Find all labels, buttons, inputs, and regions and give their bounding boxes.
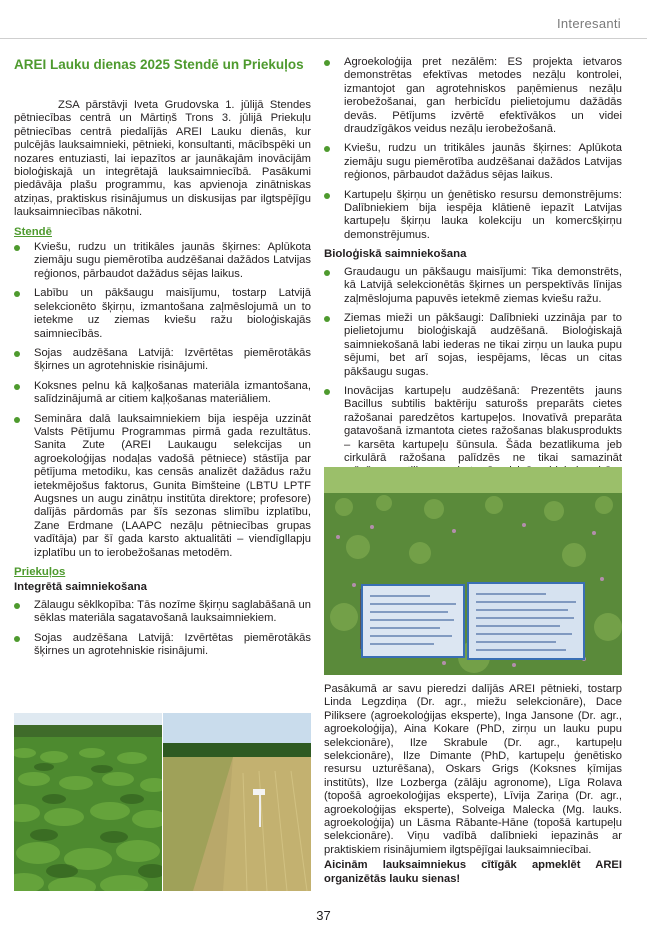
photo-caption <box>324 683 622 888</box>
article-title: AREI Lauku dienas 2025 Stendē un Priekuļos <box>14 57 304 72</box>
list-item: Zālaugu sēklkopība: Tās nozīme šķirņu saglabāšanā un sēklas materiāla sagatavošanā lauksaimniekiem. <box>14 599 311 626</box>
page-number: 37 <box>316 908 331 923</box>
bullet-icon <box>14 384 20 390</box>
closing-call: Aicinām lauksaimniekus cītīgāk apmeklēt AREI organizētās lauku sienas! <box>324 859 622 885</box>
list-item: Kviešu, rudzu un tritikāles jaunās šķirnes: Aplūkota ziemāju sugu piemērotība audzēšanai dažādos Latvijas reģionos, pārbaudot dažādus sējas laikus. <box>14 241 311 281</box>
potato-field-image <box>14 713 162 891</box>
list-item: Semināra dalā lauksaimniekiem bija iespēja uzzināt Valsts Pētījumu Programmas pirmā gada rezultātus. Sanita Zute (AREI Laukaugu selekcijas un agroekoloģijas nodaļas vadošā pētniece) stāstīja par pētījuma metodiku, kas censās analizēt dažādus ražu ietekmējošus faktorus, Gunita Bimšteine (LBTU LPTF Augsnes un augu zinātņu institūta direktore; profesore) dalījās pārdomās par šīs sezonas slimību izplatību, Zane Erdmane (LAAPC nezāļu pētniecības grupas vadītāja) par šī gada karsto aktualitāti – viendīgllapju izplatību un to ierobežošanas metodēm. <box>14 413 311 560</box>
list-item: Labību un pākšaugu maisījumu, tostarp Latvijā selekcionēto šķirņu, izmantošana zaļmēslojumā un to ietekme uz ziemas kviešu ražu bioloģiskajās saimniecībās. <box>14 287 311 341</box>
bullet-icon <box>324 316 330 322</box>
bullet-icon <box>14 245 20 251</box>
priekuli-heading: Priekuļos <box>14 566 66 578</box>
organic-heading: Bioloģiskā saimniekošana <box>324 248 467 261</box>
photo-potato-field <box>14 713 162 891</box>
list-item: Kartupeļu šķirņu un ģenētisko resursu demonstrējums: Dalībniekiem bija iespēja klātienē iepazīt Latvijas kartupeļu šķirņu lauka kolekciju un komercšķirņu demonstrējumus. <box>324 189 622 243</box>
bullet-icon <box>324 146 330 152</box>
list-item: Kviešu, rudzu un tritikāles jaunās šķirnes: Aplūkota ziemāju sugu piemērotība audzēšanai dažādos Latvijas reģionos, pārbaudot dažādus sējas laikus. <box>324 142 622 182</box>
bullet-icon <box>324 270 330 276</box>
list-item: Sojas audzēšana Latvijā: Izvērtētas piemērotākās šķirnes un agrotehniskie risinājumi. <box>14 347 311 374</box>
photo-grain-field <box>163 713 311 891</box>
list-item: Agroekoloģija pret nezālēm: ES projekta ietvaros demonstrētas efektīvas metodes nezāļu kontrolei, izmantojot gan agrotehniskos paņēmienus nezāļu ierobežošanai, gan herbicīdu pielietojumu dažādās devās. Pētījums izvērtē efektīvākos un videi draudzīgākos veidus nezāļu ierobežošanā. <box>324 56 622 136</box>
stende-heading: Stendē <box>14 225 52 238</box>
bullet-icon <box>14 603 20 609</box>
bullet-icon <box>324 389 330 395</box>
list-item: Ziemas mieži un pākšaugi: Dalībnieki uzzināja par to pielietojumu bioloģiskajā audzēšanā. Bioloģiskajā saimniekošanā labi iederas ne tikai zirņu un lauka pupu sējumi, bet arī sojas, iespējams, lēcas un citas pākšaugu sugas. <box>324 312 622 379</box>
photo-field-signs <box>324 467 622 675</box>
list-item: Inovācijas kartupeļu audzēšanā: Prezentēts jauns Bacillus subtilis baktēriju saturošs preparāts cietes ražošanai paredzētos kartupeļos. Inovatīvā preparāta gatavošanā izmantota cietes ražošanas blakusprodukts – karsēta kartupeļu šūnsula. Šāda bezatlikuma jeb cirkulārā ražošana palīdzēs ne tikai samazināt <box>324 385 622 492</box>
list-item: Koksnes pelnu kā kaļķošanas materiāla izmantošana, salīdzinājumā ar citiem kaļķošanas materiāliem. <box>14 380 311 407</box>
list-item: Sojas audzēšana Latvijā: Izvērtētas piemērotākās šķirnes un agrotehniskie risinājumi. <box>14 632 311 659</box>
grain-field-image <box>163 713 311 891</box>
caption-text: Pasākumā ar savu pieredzi dalījās AREI pētnieki, tostarp Linda Legzdiņa (Dr. agr., miežu selekcionāre), Dace Piliksere (agroekoloģijas eksperte), Inga Jansone (Dr. agr., agroekoloģija), Aina Kokare (PhD, zirņu un lauku pupu selekcionāre), Ilze Skrabule (Dr. agr., kartupeļu selekcionāre), Ilze Dimante (PhD, kartupeļu ģenētisko resursu uzturēšana), Oskars Grigs (Koksnes ķīmijas institūts), Ilze Lozberga (zālāju agronome), Līga Rolava (topošā agroekoloģijas eksperte), Līvija Zariņa (Dr. agr., agroekoloģijas eksperte), Solveiga Malecka (Mg. lauks. agroekoloģija) un Lāsma Rābante-Hāne (topošā kartupeļu selekcionāre). Viņu vadībā dalībnieki iepazinās ar praktiskiem risinājumiem ilgtspējīgai lauksaimniecībai. <box>324 683 622 856</box>
bullet-icon <box>14 291 20 297</box>
organic-list <box>324 266 622 493</box>
stende-list <box>14 241 311 560</box>
field-signs-image <box>324 467 622 675</box>
section-tag: Interesanti <box>556 16 621 31</box>
intro-paragraph: ZSA pārstāvji Iveta Grudovska 1. jūlijā Stendes pētniecības centrā un Mārtiņš Trons 3. jūlijā Priekuļu pētniecības centrā piedalījās AREI Lauku dienās, kur pulcējās lauksaimnieki, pētnieki, konsultanti, mācībspēki un nozares entuziasti, lai iepazītos ar jaunākajām inovācijām bioloģiskajā un integrētajā lauksaimniecībā. Pasākumi piedāvāja plašu programmu, kas apvienoja zinātniskas atziņas, praktiskus risinājumus un diskusijas par ilgtspējīgu lauksaimniecības nākotni. <box>14 99 311 219</box>
bullet-icon <box>324 193 330 199</box>
left-column <box>14 56 311 664</box>
integrated-list-left <box>14 599 311 659</box>
header-rule <box>0 38 647 39</box>
bullet-icon <box>14 351 20 357</box>
bullet-icon <box>14 417 20 423</box>
integrated-heading: Integrētā saimniekošana <box>14 581 147 594</box>
right-column <box>324 56 622 498</box>
bullet-icon <box>324 60 330 66</box>
list-item: Graudaugu un pākšaugu maisījumi: Tika demonstrēts, kā Latvijā selekcionētās šķirnes un perspektīvās līnijas zaļmēslojuma papuvēs ietekmē ziemas kviešu ražu. <box>324 266 622 306</box>
bullet-icon <box>14 636 20 642</box>
integrated-list-right <box>324 56 622 242</box>
